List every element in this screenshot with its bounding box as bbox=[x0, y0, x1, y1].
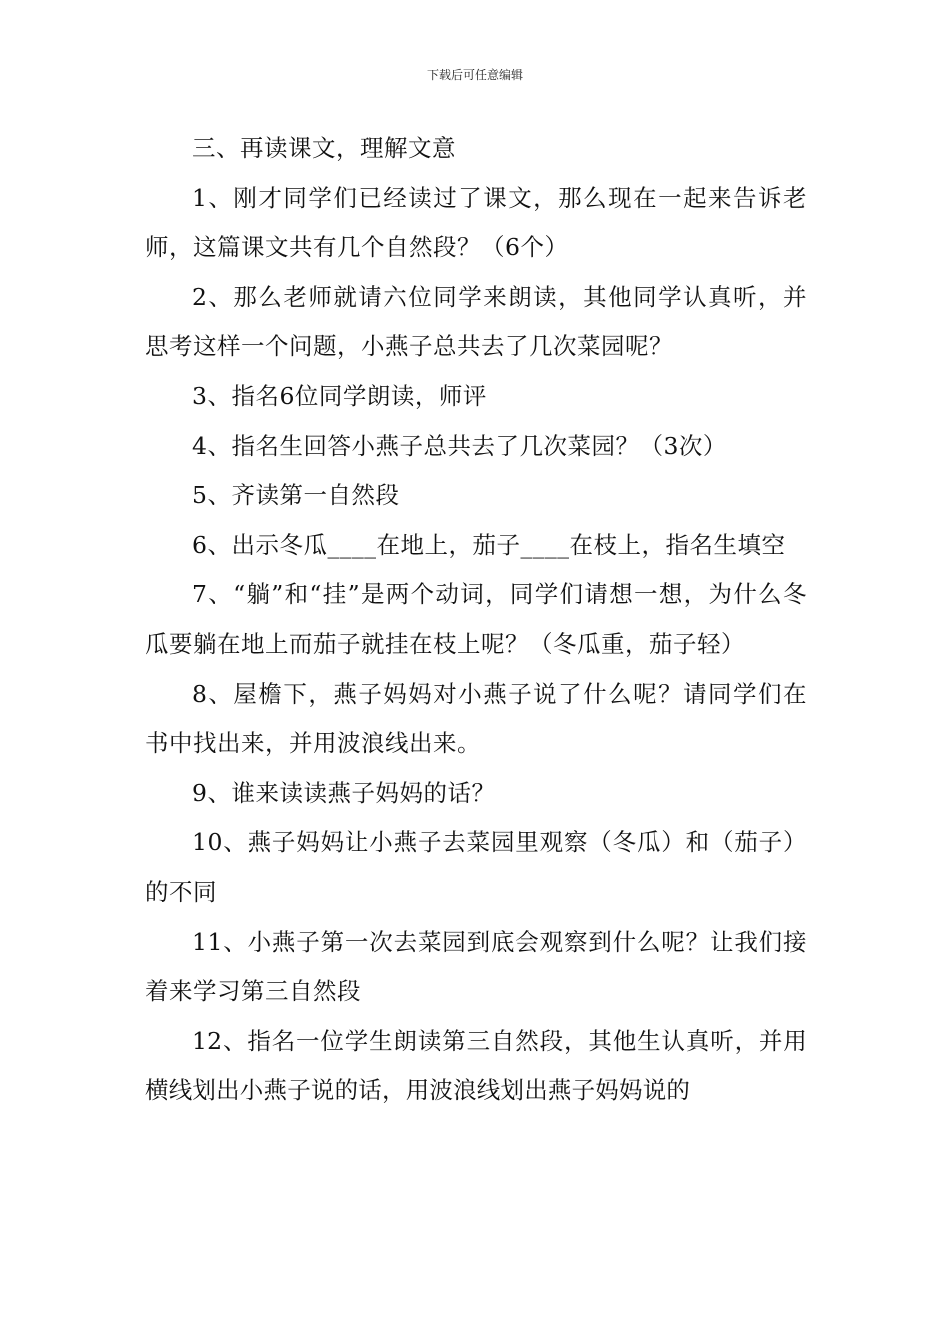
paragraph-3: 3、指名6位同学朗读，师评 bbox=[192, 381, 487, 410]
paragraph-8: 8、屋檐下，燕子妈妈对小燕子说了什么呢？请同学们在书中找出来，并用波浪线出来。 bbox=[145, 679, 807, 758]
section-heading: 三、再读课文，理解文意 bbox=[192, 134, 456, 162]
paragraph-2: 2、那么老师就请六位同学来朗读，其他同学认真听，并思考这样一个问题，小燕子总共去了几次菜园呢？ bbox=[145, 282, 807, 361]
paragraph-11: 11、小燕子第一次去菜园到底会观察到什么呢？让我们接着来学习第三自然段 bbox=[145, 927, 807, 1006]
paragraph-1: 1、刚才同学们已经读过了课文，那么现在一起来告诉老师，这篇课文共有几个自然段？（6个） bbox=[145, 183, 807, 262]
paragraph-12: 12、指名一位学生朗读第三自然段，其他生认真听，并用横线划出小燕子说的话，用波浪线划出燕子妈妈说的 bbox=[145, 1026, 807, 1105]
paragraph-5: 5、齐读第一自然段 bbox=[192, 481, 400, 510]
paragraph-6: 6、出示冬瓜____在地上，茄子____在枝上，指名生填空 bbox=[192, 530, 786, 559]
paragraph-7: 7、“躺”和“挂”是两个动词，同学们请想一想，为什么冬瓜要躺在地上而茄子就挂在枝上呢？（冬瓜重，茄子轻） bbox=[145, 580, 807, 658]
paragraph-9: 9、谁来读读燕子妈妈的话？ bbox=[192, 778, 496, 807]
document-body bbox=[145, 124, 807, 1116]
paragraph-4: 4、指名生回答小燕子总共去了几次菜园？（3次） bbox=[192, 431, 727, 460]
paragraph-10: 10、燕子妈妈让小燕子去菜园里观察（冬瓜）和（茄子）的不同 bbox=[145, 828, 807, 906]
page-header-note: 下载后可任意编辑 bbox=[426, 68, 523, 82]
